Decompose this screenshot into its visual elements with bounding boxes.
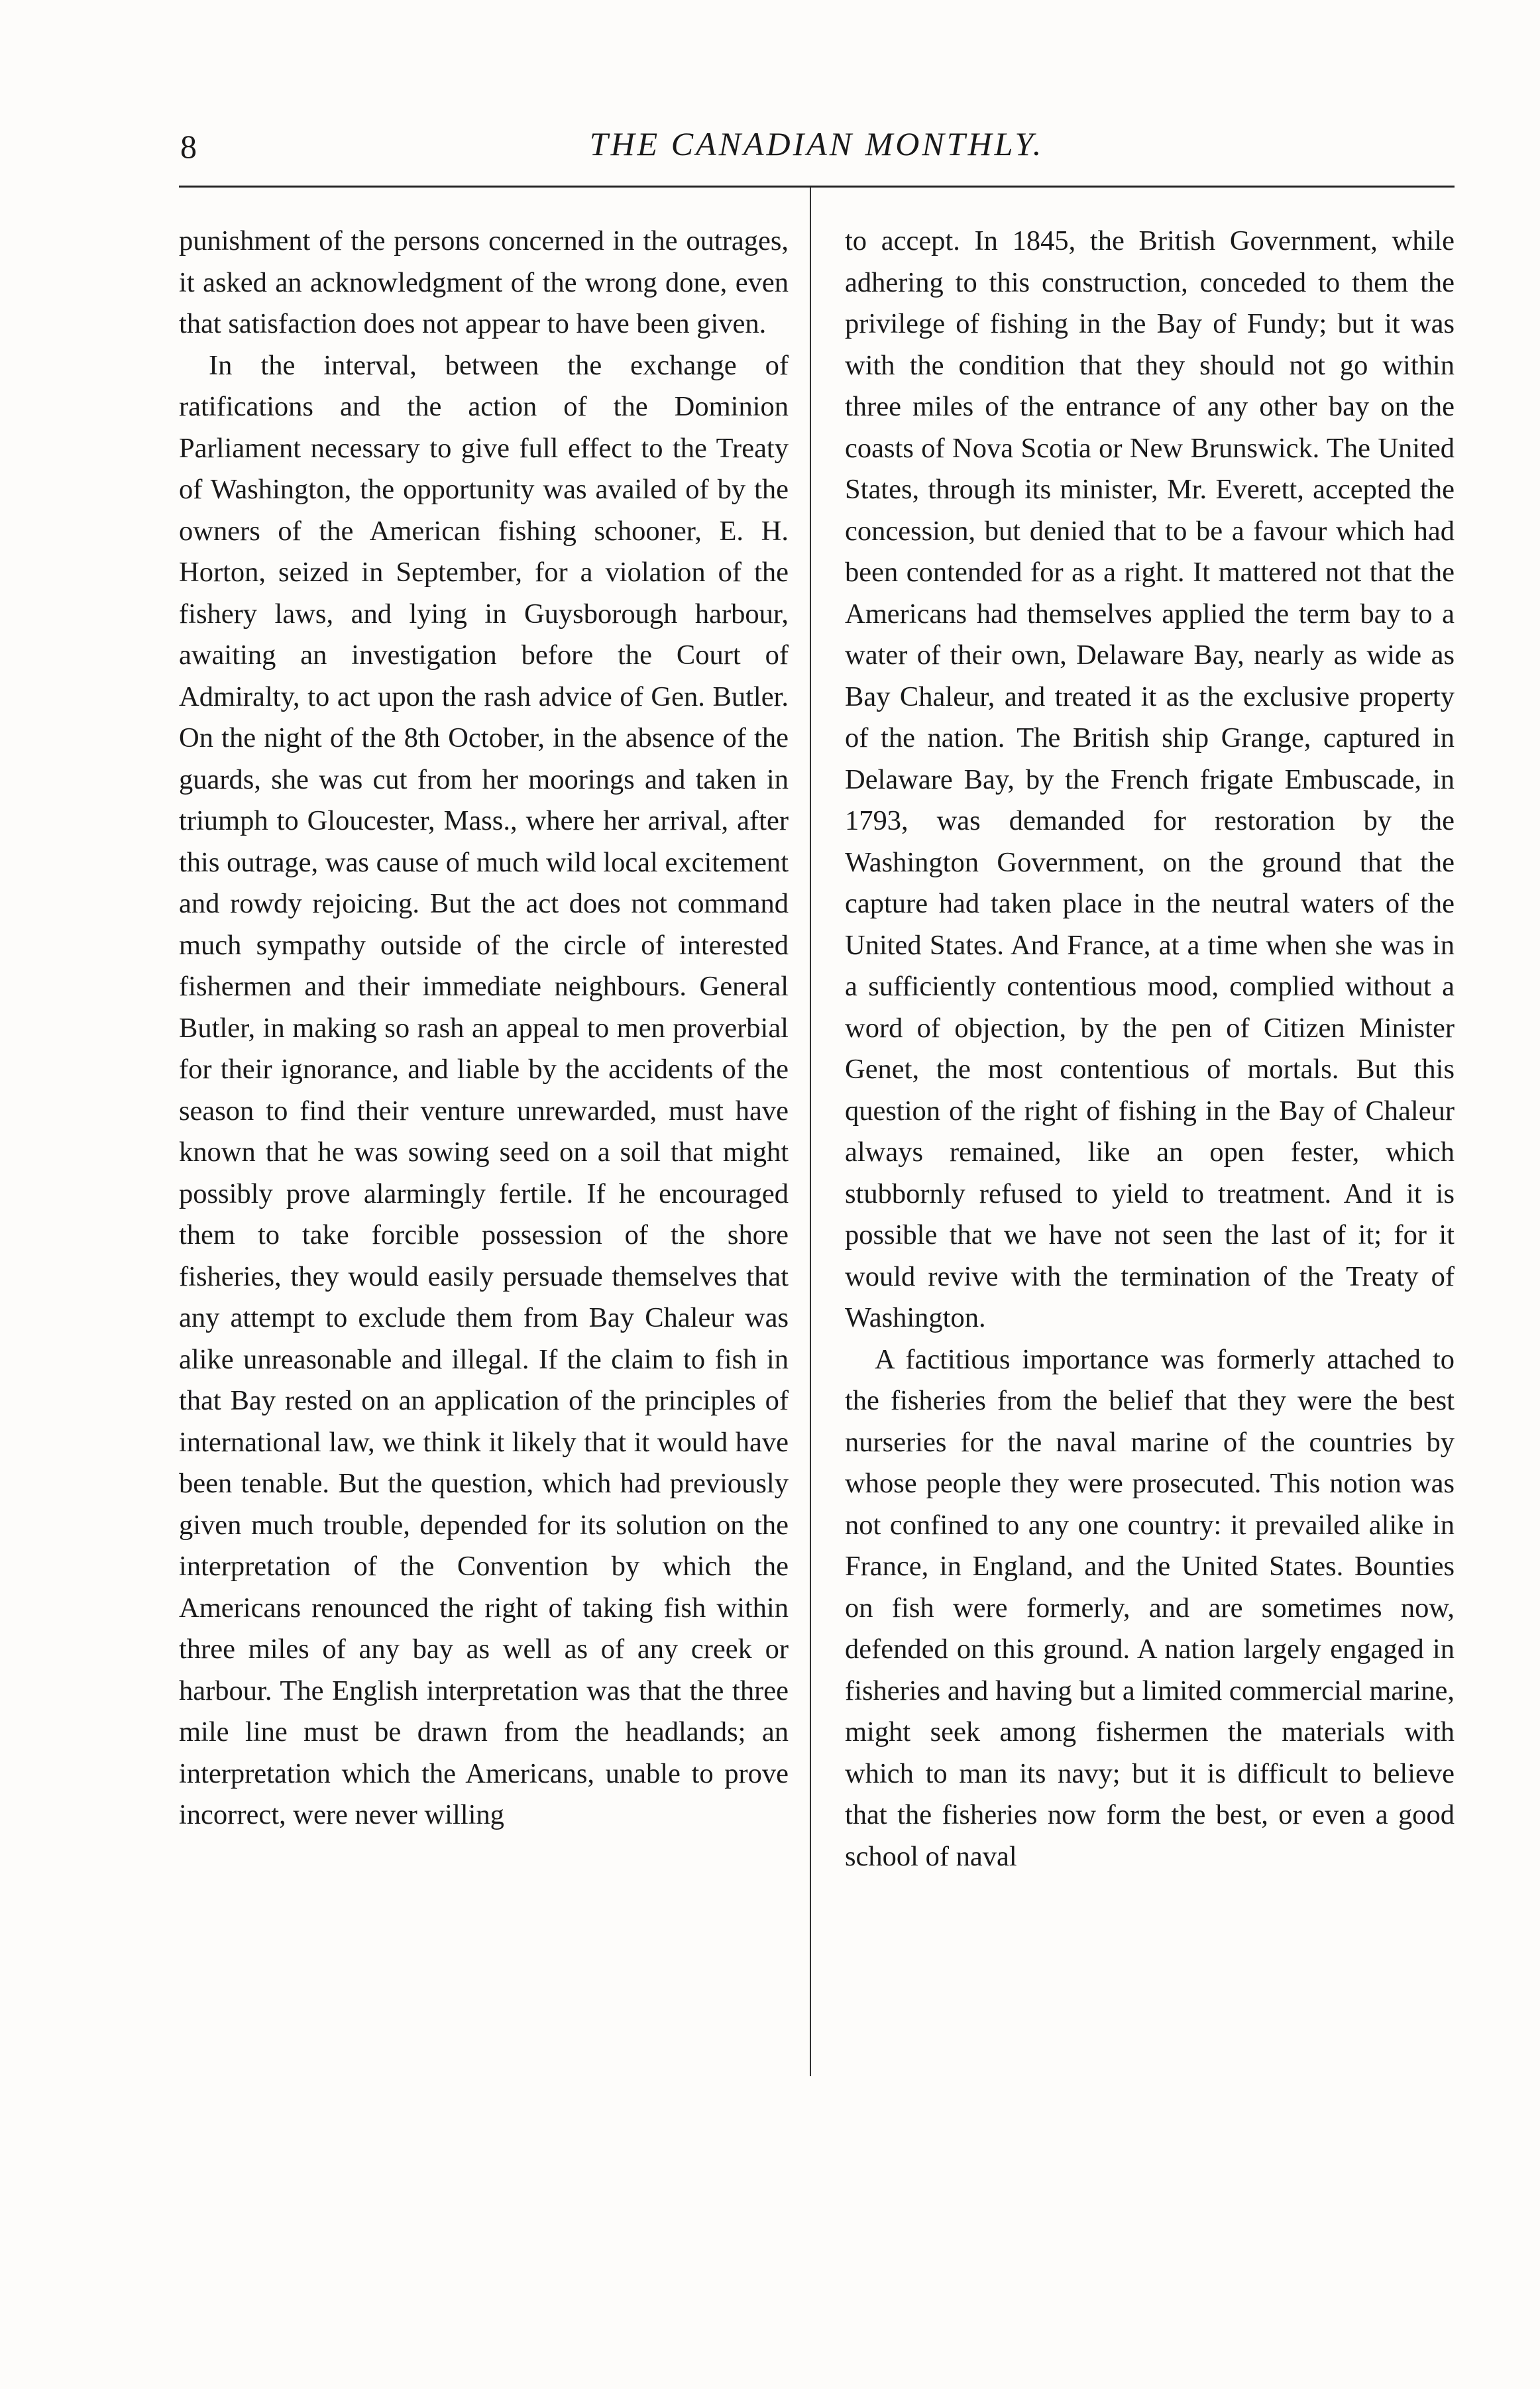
journal-page <box>179 113 1455 1877</box>
text-columns <box>179 221 1455 1877</box>
column-divider <box>810 188 811 2076</box>
page-header <box>179 113 1455 186</box>
left-paragraph-2: In the interval, between the exchange of ratifications and the action of the Dominion Parliament necessary to give full effect to the Treaty of Washington, the opportunity was availed of by the owners of the American fishing schooner, E. H. Horton, seized in September, for a violation of the fishery laws, and lying in Guysborough harbour, awaiting an investigation before the Court of Admiralty, to act upon the rash advice of Gen. Butler. On the night of the 8th October, in the absence of the guards, she was cut from her moorings and taken in triumph to Gloucester, Mass., where her arrival, after this outrage, was cause of much wild local excitement and rowdy rejoicing. But the act does not command much sympathy outside of the circle of interested fishermen and their immediate neighbours. General Butler, in making so rash an appeal to men proverbial for their ignorance, and liable by the accidents of the season to find their venture unrewarded, must have known that he was sowing seed on a soil that might possibly prove alarmingly fertile. If he encouraged them to take forcible possession of the shore fisheries, they would easily persuade themselves that any attempt to exclude them from Bay Chaleur was alike unreasonable and illegal. If the claim to fish in that Bay rested on an application of the principles of international law, we think it likely that it would have been tenable. But the question, which had previously given much trouble, depended for its solution on the interpretation of the Convention by which the Americans renounced the right of taking fish within three miles of any bay as well as of any creek or harbour. The English interpretation was that the three mile line must be drawn from the headlands; an interpretation which the Americans, unable to prove incorrect, were never willing <box>179 349 789 1830</box>
running-head: THE CANADIAN MONTHLY. <box>589 125 1044 162</box>
header-rule <box>179 186 1455 188</box>
page-number: 8 <box>180 128 197 165</box>
right-column <box>845 221 1455 1877</box>
left-column <box>179 221 789 1877</box>
right-paragraph-2: A factitious importance was formerly attached to the fisheries from the belief that they were the best nurseries for the naval marine of the countries by whose people they were prosecuted. This notion was not confined to any one country: it prevailed alike in France, in England, and the United States. Bounties on fish were formerly, and are sometimes now, defended on this ground. A nation largely engaged in fisheries and having but a limited commercial marine, might seek among fishermen the materials with which to man its navy; but it is difficult to believe that the fisheries now form the best, or even a good school of naval <box>845 1343 1455 1872</box>
left-paragraph-1: punishment of the persons concerned in the outrages, it asked an acknowledgment of the wrong done, even that satisfaction does not appear to have been given. <box>179 225 789 339</box>
right-paragraph-1: to accept. In 1845, the British Government, while adhering to this construction, conceded to them the privilege of fishing in the Bay of Fundy; but it was with the condition that they should not go within three miles of the entrance of any other bay on the coasts of Nova Scotia or New Brunswick. The United States, through its minister, Mr. Everett, accepted the concession, but denied that to be a favour which had been contended for as a right. It mattered not that the Americans had themselves applied the term bay to a water of their own, Delaware Bay, nearly as wide as Bay Chaleur, and treated it as the exclusive property of the nation. The British ship Grange, captured in Delaware Bay, by the French frigate Embuscade, in 1793, was demanded for restoration by the Washington Government, on the ground that the capture had taken place in the neutral waters of the United States. And France, at a time when she was in a sufficiently contentious mood, complied without a word of objection, by the pen of Citizen Minister Genet, the most contentious of mortals. But this question of the right of fishing in the Bay of Chaleur always remained, like an open fester, which stubbornly refused to yield to treatment. And it is possible that we have not seen the last of it; for it would revive with the termination of the Treaty of Washington. <box>845 225 1455 1333</box>
